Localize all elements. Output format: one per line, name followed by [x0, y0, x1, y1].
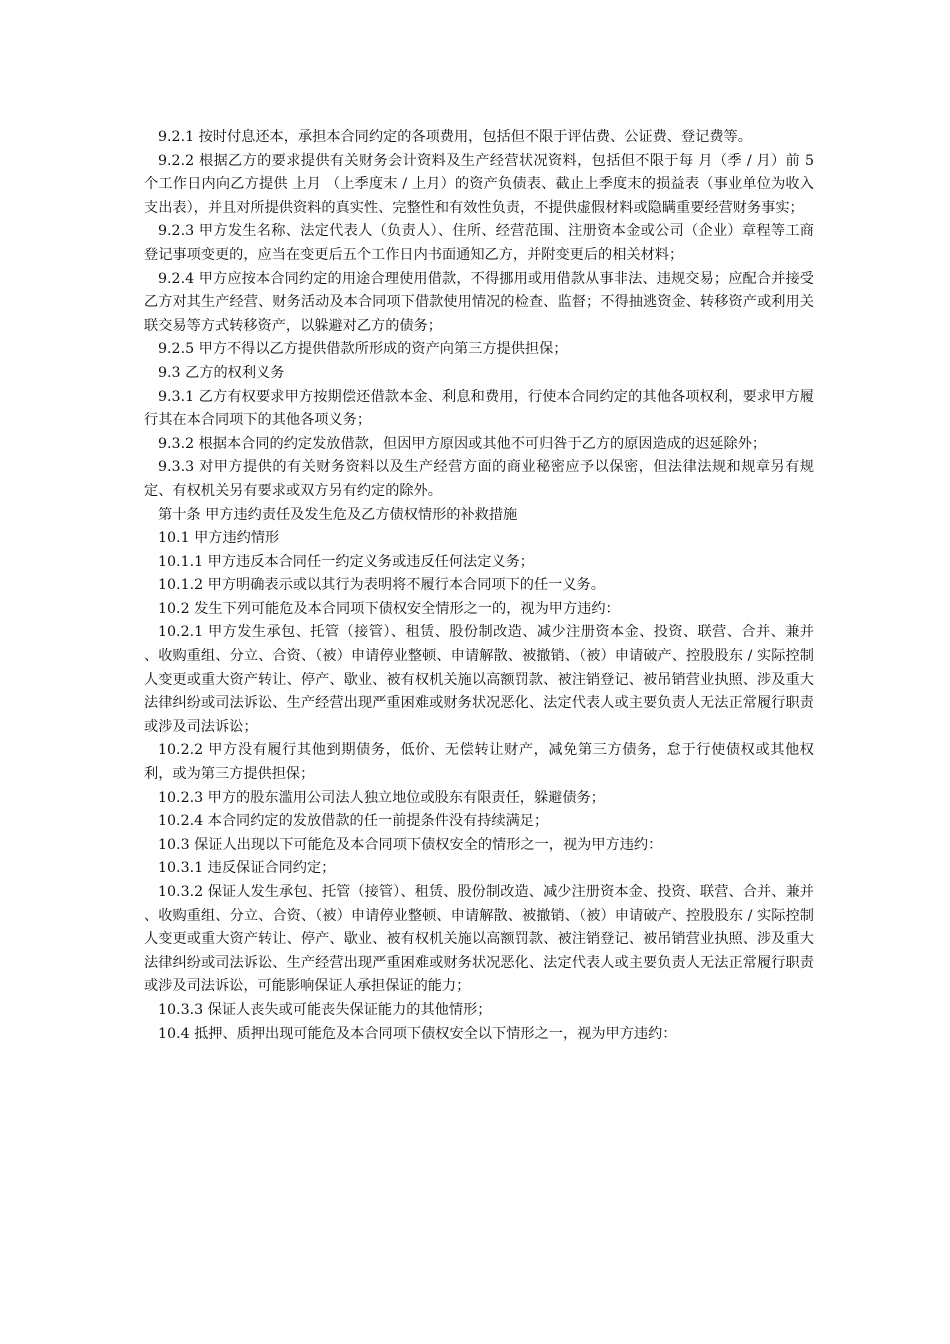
paragraph: 10.1 甲方违约情形	[158, 530, 280, 547]
paragraph: 10.3.3 保证人丧失或可能丧失保证能力的其他情形；	[158, 1001, 492, 1018]
paragraph: 10.2 发生下列可能危及本合同项下债权安全情形之一的，视为甲方违约：	[158, 600, 620, 617]
paragraph: 9.3.2 根据本合同的约定发放借款，但因甲方原因或其他不可归咎于乙方的原因造成的迟延除外；	[158, 435, 767, 452]
paragraph: 9.2.3 甲方发生名称、法定代表人（负责人）、住所、经营范围、注册资本金或公司（企业）章程等工商登记事项变更的，应当在变更后五个工作日内书面通知乙方，并附变更后的相关材料；	[144, 223, 814, 263]
paragraph: 10.1.2 甲方明确表示或以其行为表明将不履行本合同项下的任一义务。	[158, 577, 605, 594]
paragraph: 9.2.2 根据乙方的要求提供有关财务会计资料及生产经营状况资料，包括但不限于每 月（季 / 月）前 5 个工作日内向乙方提供 上月 （上季度末 / 上月）的资产负债表、截止上季度末的损益表（事业单位为收入支出表），并且对所提供资料的真实性、完整性和有效性负责，不提供虚假材料或隐瞒重要经营财务事实；	[144, 152, 814, 216]
paragraph: 10.2.4 本合同约定的发放借款的任一前提条件没有持续满足；	[158, 813, 549, 830]
paragraph: 第十条 甲方违约责任及发生危及乙方债权情形的补救措施	[158, 506, 518, 523]
paragraph: 10.1.1 甲方违反本合同任一约定义务或违反任何法定义务；	[158, 553, 534, 570]
paragraph: 10.2.3 甲方的股东滥用公司法人独立地位或股东有限责任，躲避债务；	[158, 789, 605, 806]
paragraph: 9.2.5 甲方不得以乙方提供借款所形成的资产向第三方提供担保；	[158, 341, 568, 358]
paragraph: 10.2.2 甲方没有履行其他到期债务，低价、无偿转让财产，减免第三方债务，怠于行使债权或其他权利，或为第三方提供担保；	[144, 742, 814, 783]
paragraph: 10.3 保证人出现以下可能危及本合同项下债权安全的情形之一，视为甲方违约：	[158, 836, 663, 853]
paragraph: 9.3 乙方的权利义务	[158, 364, 285, 381]
paragraph: 9.2.1 按时付息还本，承担本合同约定的各项费用，包括但不限于评估费、公证费、登记费等。	[158, 129, 752, 145]
paragraph: 10.3.1 违反保证合同约定；	[158, 860, 336, 877]
paragraph: 10.3.2 保证人发生承包、托管（接管）、租赁、股份制改造、减少注册资本金、投资、联营、合并、兼并 、收购重组、分立、合资、（被）申请停业整顿、申请解散、被撤销、（被）申请破产、控股股东 / 实际控制人变更或重大资产转让、停产、歇业、被有权机关施以高额罚款、被注销登记、被吊销营业执照、涉及重大法律纠纷或司法诉讼、生产经营出现严重困难或财务状况恶化、法定代表人或主要负责人无法正常履行职责或涉及司法诉讼，可能影响保证人承担保证的能力；	[144, 884, 814, 995]
document-page	[144, 126, 814, 1046]
paragraph: 9.3.1 乙方有权要求甲方按期偿还借款本金、利息和费用，行使本合同约定的其他各项权利，要求甲方履行其在本合同项下的其他各项义务；	[144, 388, 814, 429]
paragraph: 10.2.1 甲方发生承包、托管（接管）、租赁、股份制改造、减少注册资本金、投资、联营、合并、兼并 、收购重组、分立、合资、（被）申请停业整顿、申请解散、被撤销、（被）申请破产、控股股东 / 实际控制人变更或重大资产转让、停产、歇业、被有权机关施以高额罚款、被注销登记、被吊销营业执照、涉及重大法律纠纷或司法诉讼、生产经营出现严重困难或财务状况恶化、法定代表人或主要负责人无法正常履行职责或涉及司法诉讼；	[144, 624, 814, 735]
paragraph: 9.3.3 对甲方提供的有关财务资料以及生产经营方面的商业秘密应予以保密，但法律法规和规章另有规定、有权机关另有要求或双方另有约定的除外。	[144, 459, 814, 499]
paragraph: 9.2.4 甲方应按本合同约定的用途合理使用借款，不得挪用或用借款从事非法、违规交易；应配合并接受乙方对其生产经营、财务活动及本合同项下借款使用情况的检查、监督；不得抽逃资金、转移资产或利用关联交易等方式转移资产，以躲避对乙方的债务；	[144, 270, 814, 334]
paragraph: 10.4 抵押、质押出现可能危及本合同项下债权安全以下情形之一，视为甲方违约：	[158, 1025, 677, 1042]
